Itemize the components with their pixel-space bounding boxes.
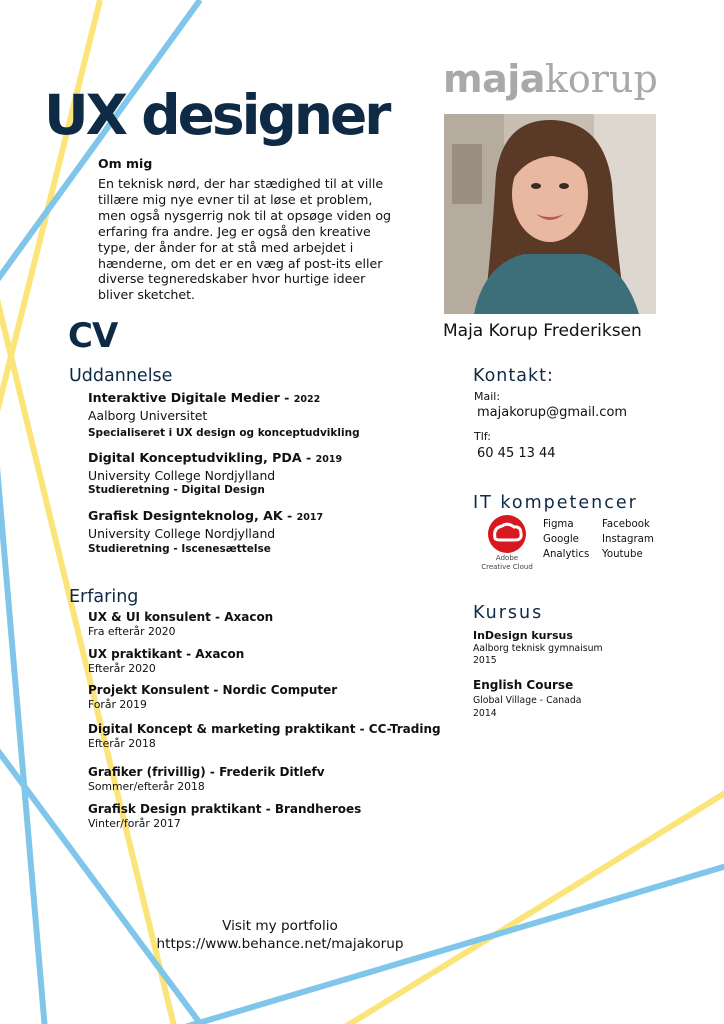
job-item bbox=[88, 683, 337, 711]
portfolio-footer bbox=[130, 917, 430, 953]
logo-caption-2: Creative Cloud bbox=[481, 563, 533, 571]
job-title: UX & UI konsulent - Axacon bbox=[88, 610, 274, 624]
logo-caption-1: Adobe bbox=[495, 554, 519, 562]
job-date: Sommer/efterår 2018 bbox=[88, 780, 205, 793]
education-note: Studieretning - Digital Design bbox=[88, 484, 265, 496]
about-text: En teknisk nørd, der har stædighed til at ville tillære mig nye evner til at løse et problem, men også nysgerrig nok til at opsøge viden og erfaring fra andre. Jeg er også den kreative type, der ånder for at stå med arbejdet i hænderne, om det er en væg af post-its eller diverse tegneredskaber hvor hurtige ideer bliver sketchet. bbox=[98, 176, 392, 303]
job-item bbox=[88, 802, 361, 830]
adobe-cc-icon bbox=[475, 514, 539, 554]
education-note: Specialiseret i UX design og konceptudvikling bbox=[88, 427, 360, 439]
cv-heading: CV bbox=[68, 316, 118, 356]
job-date: Fra efterår 2020 bbox=[88, 625, 176, 638]
job-title: UX praktikant - Axacon bbox=[88, 647, 245, 661]
skill-item: Analytics bbox=[543, 548, 590, 560]
portfolio-link[interactable]: https://www.behance.net/majakorup bbox=[156, 936, 404, 952]
job-item bbox=[88, 765, 325, 793]
education-note: Studieretning - Iscenesættelse bbox=[88, 543, 271, 555]
page-title: UX designer bbox=[44, 83, 389, 147]
brand-logo bbox=[443, 56, 658, 102]
job-title: Projekt Konsulent - Nordic Computer bbox=[88, 683, 338, 697]
phone-number: 60 45 13 44 bbox=[477, 446, 556, 461]
courses-heading: Kursus bbox=[473, 603, 544, 623]
experience-heading: Erfaring bbox=[69, 587, 139, 607]
mail-label: Mail: bbox=[474, 390, 501, 403]
skill-item: Instagram bbox=[602, 533, 654, 545]
course-place: Global Village - Canada bbox=[473, 695, 582, 706]
brand-part2: korup bbox=[544, 57, 658, 101]
it-heading: IT kompetencer bbox=[473, 493, 638, 513]
job-title: Digital Koncept & marketing praktikant - CC-Trading bbox=[88, 722, 441, 736]
course-item bbox=[473, 678, 581, 720]
job-item bbox=[88, 722, 441, 750]
job-date: Forår 2019 bbox=[88, 698, 147, 711]
skill-item: Google bbox=[543, 533, 579, 545]
education-title: Digital Konceptudvikling, PDA - 2019 bbox=[88, 450, 343, 465]
education-heading: Uddannelse bbox=[69, 366, 173, 386]
education-school: University College Nordjylland bbox=[88, 468, 276, 483]
education-item bbox=[88, 508, 323, 556]
course-year: 2015 bbox=[473, 655, 497, 666]
education-school: Aalborg Universitet bbox=[88, 408, 208, 423]
job-date: Vinter/forår 2017 bbox=[88, 817, 181, 830]
portfolio-text: Visit my portfolio bbox=[222, 918, 338, 934]
job-title: Grafiker (frivillig) - Frederik Ditlefv bbox=[88, 765, 325, 779]
yellow-line bbox=[340, 790, 724, 1024]
education-item bbox=[88, 390, 360, 440]
course-title: English Course bbox=[473, 678, 574, 692]
contact-heading: Kontakt: bbox=[473, 366, 554, 386]
skill-item: Facebook bbox=[602, 519, 650, 530]
job-item bbox=[88, 610, 273, 638]
education-item bbox=[88, 450, 342, 497]
course-title: InDesign kursus bbox=[473, 629, 573, 642]
skills-column-1 bbox=[543, 518, 589, 562]
brand-part1: maja bbox=[443, 57, 545, 101]
profile-photo bbox=[444, 114, 656, 314]
education-school: University College Nordjylland bbox=[88, 526, 276, 541]
job-date: Efterår 2018 bbox=[88, 737, 156, 750]
job-item bbox=[88, 647, 244, 675]
phone-label: Tlf: bbox=[474, 430, 491, 443]
skill-item: Youtube bbox=[602, 548, 643, 560]
mail-link[interactable]: majakorup@gmail.com bbox=[477, 405, 628, 420]
job-title: Grafisk Design praktikant - Brandheroes bbox=[88, 802, 362, 816]
education-title: Interaktive Digitale Medier - 2022 bbox=[88, 390, 321, 405]
skills-column-2 bbox=[602, 518, 654, 562]
course-place: Aalborg teknisk gymnaisum bbox=[473, 643, 603, 654]
skill-item: Figma bbox=[543, 519, 574, 530]
course-item bbox=[473, 629, 603, 667]
job-date: Efterår 2020 bbox=[88, 662, 156, 675]
profile-name: Maja Korup Frederiksen bbox=[443, 321, 642, 341]
about-heading: Om mig bbox=[98, 156, 153, 171]
adobe-creative-cloud-logo bbox=[475, 514, 539, 574]
course-year: 2014 bbox=[473, 708, 497, 719]
education-title: Grafisk Designteknolog, AK - 2017 bbox=[88, 508, 324, 523]
